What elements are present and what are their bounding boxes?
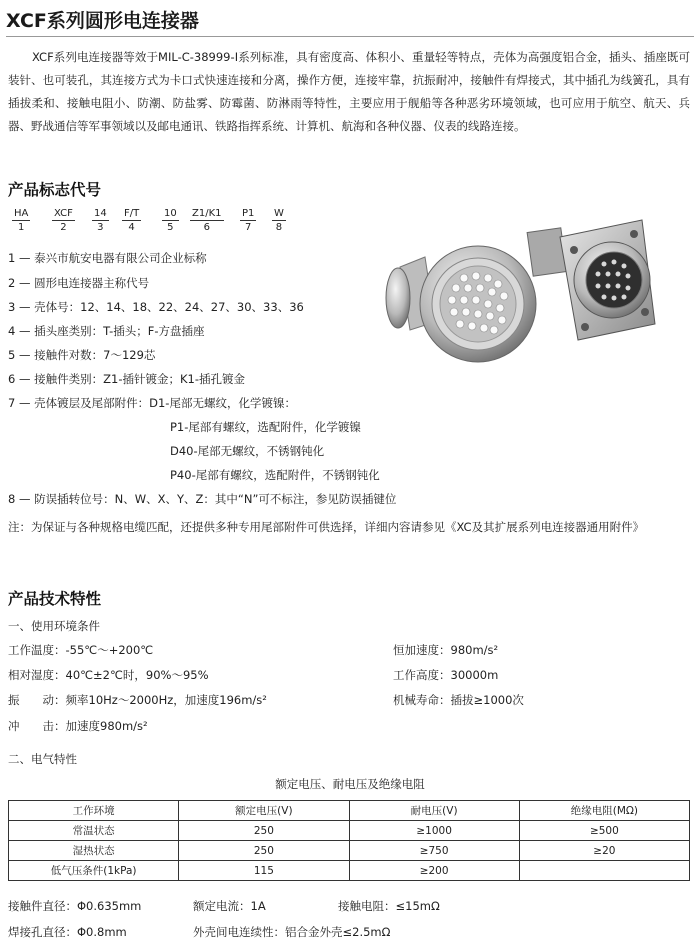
intro-text: XCF系列电连接器等效于MIL-C-38999-Ⅰ系列标准，具有密度高、体积小、重量轻等特点，壳体为高强度铝合金，插头、插座既可装针、也可装孔，其连接方式为卡口式快速连接和分离，操作方便，连接牢靠，抗振耐冲，接触件有焊接式，其中插孔为线簧孔，具有插拔柔和、接触电阻小、防潮、防盐雾、防霉菌、防淋雨等特性，主要应用于舰船等各种恶劣环境领域，也可应用于航空、航天、兵器、野战通信等军事领域以及邮电通讯、铁路指挥系统、计算机、航海和各种仪器、仪表的线路连接。	[8, 50, 690, 133]
table-cell: 115	[179, 861, 349, 881]
table-cell: ≥1000	[349, 821, 519, 841]
spec-vibration: 振 动：频率10Hz～2000Hz，加速度196m/s²	[8, 693, 267, 707]
electrical-table	[8, 800, 690, 881]
spec-rated-current: 额定电流：1A	[193, 899, 266, 913]
spec-shock: 冲 击：加速度980m/s²	[8, 719, 148, 733]
spec-mechanical-life: 机械寿命：插拔≥1000次	[393, 693, 524, 707]
code-line-3: 3 — 壳体号：12、14、18、22、24、27、30、33、36	[8, 300, 304, 314]
spec-solder-hole: 焊接孔直径：Φ0.8mm	[8, 925, 127, 939]
section-heading-code: 产品标志代号	[8, 181, 102, 199]
spec-humidity: 相对湿度：40℃±2℃时，90%～95%	[8, 668, 209, 682]
table-cell: 湿热状态	[9, 841, 179, 861]
spec-contact-diameter: 接触件直径：Φ0.635mm	[8, 899, 142, 913]
spec-shell-continuity: 外壳间电连续性：铝合金外壳≤2.5mΩ	[193, 925, 391, 939]
circular-connector-photo	[380, 212, 685, 382]
code-line-7-d40: D40-尾部无螺纹，不锈钢钝化	[170, 444, 325, 458]
code-item-2: XCF 2	[54, 208, 73, 233]
table-cell: 250	[179, 841, 349, 861]
table-row	[9, 821, 690, 841]
col-header: 工作环境	[9, 801, 179, 821]
code-item-8: W 8	[274, 208, 284, 233]
code-line-5: 5 — 接触件对数：7～129芯	[8, 348, 156, 362]
spec-acceleration: 恒加速度：980m/s²	[393, 643, 499, 657]
table-cell: ≥20	[519, 841, 689, 861]
spec-temperature: 工作温度：-55℃～+200℃	[8, 643, 154, 657]
code-line-4: 4 — 插头座类别：T-插头；F-方盘插座	[8, 324, 205, 338]
code-line-1: 1 — 泰兴市航安电器有限公司企业标称	[8, 251, 207, 265]
code-line-2: 2 — 圆形电连接器主称代号	[8, 276, 150, 290]
table-header-row	[9, 801, 690, 821]
code-note: 注：为保证与各种规格电缆匹配，还提供多种专用尾部附件可供选择，详细内容请参见《XC及其扩展系列电连接器通用附件》	[8, 520, 645, 534]
code-line-7-p40: P40-尾部有螺纹，选配附件，不锈钢钝化	[170, 468, 380, 482]
code-item-1: HA 1	[14, 208, 29, 233]
table-cell: 低气压条件(1kPa)	[9, 861, 179, 881]
code-line-6: 6 — 接触件类别：Z1-插针镀金；K1-插孔镀金	[8, 372, 245, 386]
table-cell: 常温状态	[9, 821, 179, 841]
page-title: XCF系列圆形电连接器	[6, 10, 199, 32]
table-cell: ≥200	[349, 861, 519, 881]
table-cell	[519, 861, 689, 881]
table-cell: 250	[179, 821, 349, 841]
code-item-7: P1 7	[242, 208, 255, 233]
col-header: 绝缘电阻(MΩ)	[519, 801, 689, 821]
code-item-4: F/T 4	[124, 208, 140, 233]
table-cell: ≥750	[349, 841, 519, 861]
spec-altitude: 工作高度：30000m	[393, 668, 499, 682]
elec-heading: 二、电气特性	[8, 752, 77, 766]
code-item-5: 10 5	[164, 208, 177, 233]
code-item-6: Z1/K1 6	[192, 208, 222, 233]
code-item-3: 14 3	[94, 208, 107, 233]
table-row	[9, 861, 690, 881]
table-cell: ≥500	[519, 821, 689, 841]
title-divider	[6, 36, 694, 37]
table-title: 额定电压、耐电压及绝缘电阻	[275, 777, 425, 791]
spec-contact-resistance: 接触电阻：≤15mΩ	[338, 899, 440, 913]
intro-paragraph	[8, 46, 690, 138]
table-row	[9, 841, 690, 861]
env-heading: 一、使用环境条件	[8, 619, 100, 633]
code-line-7-p1: P1-尾部有螺纹，选配附件，化学镀镍	[170, 420, 361, 434]
section-heading-tech: 产品技术特性	[8, 590, 102, 608]
code-line-7: 7 — 壳体镀层及尾部附件：D1-尾部无螺纹，化学镀镍：	[8, 396, 296, 410]
code-line-8: 8 — 防误插转位号：N、W、X、Y、Z：其中“N”可不标注，参见防误插键位	[8, 492, 397, 506]
col-header: 额定电压(V)	[179, 801, 349, 821]
col-header: 耐电压(V)	[349, 801, 519, 821]
